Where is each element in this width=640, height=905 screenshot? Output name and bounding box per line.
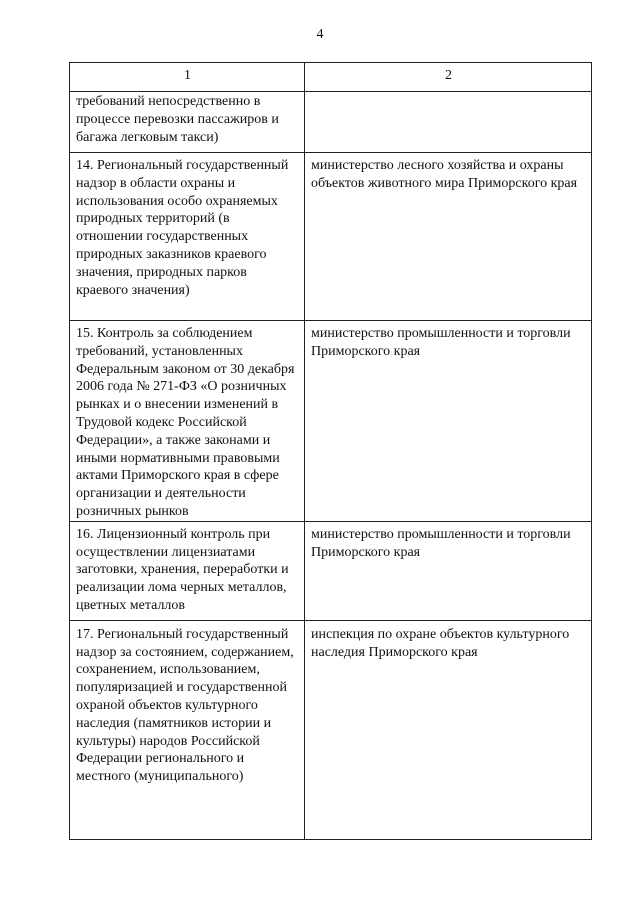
control-type-cell (70, 321, 305, 522)
authority-cell (305, 92, 592, 153)
control-type-text: требований непосредственно в процессе перевозки пассажиров и багажа легковым такси) (76, 94, 279, 145)
table-row (70, 521, 592, 620)
table-row (70, 92, 592, 153)
table-header-row (70, 63, 592, 92)
authority-cell (305, 153, 592, 321)
control-type-cell (70, 620, 305, 839)
control-type-text: 17. Региональный государственный надзор за состоянием, содержанием, сохранением, использованием, популяризацией и государственной охраной объектов культурного наследия (памятников истории и культуры) народов Российской Федерации регионального и местного (муниципального) (76, 626, 294, 785)
control-type-text: 14. Региональный государственный надзор в области охраны и использования особо охраняемых природных территорий (в отношении государственных природных заказников краевого значения, природных парков краевого значения) (76, 158, 289, 298)
authority-text: министерство промышленности и торговли Приморского края (311, 326, 571, 359)
authority-table (69, 62, 592, 840)
control-type-cell (70, 521, 305, 620)
authority-text: министерство промышленности и торговли Приморского края (311, 526, 571, 560)
table-row (70, 153, 592, 321)
column-header-1: 1 (70, 63, 305, 92)
column-header-2: 2 (305, 63, 592, 92)
authority-cell (305, 620, 592, 839)
page-number: 4 (316, 27, 324, 42)
authority-text: министерство лесного хозяйства и охраны объектов животного мира Приморского края (311, 158, 578, 191)
authority-cell (305, 521, 592, 620)
control-type-text: 15. Контроль за соблюдением требований, установленных Федеральным законом от 30 декабря 2006 года № 271-ФЗ «О розничных рынках и о внесении изменений в Трудовой кодекс Российской Федерации», а также законами и иными нормативными правовыми актами Приморского края в сфере организации и деятельности розничных рынков (76, 326, 295, 519)
table-row (70, 620, 592, 839)
authority-text: инспекция по охране объектов культурного наследия Приморского края (311, 626, 570, 660)
table-row (70, 321, 592, 522)
authority-cell (305, 321, 592, 522)
control-type-cell (70, 92, 305, 153)
control-type-text: 16. Лицензионный контроль при осуществлении лицензиатами заготовки, хранения, переработки и реализации лома черных металлов, цветных металлов (76, 526, 289, 613)
control-type-cell (70, 153, 305, 321)
